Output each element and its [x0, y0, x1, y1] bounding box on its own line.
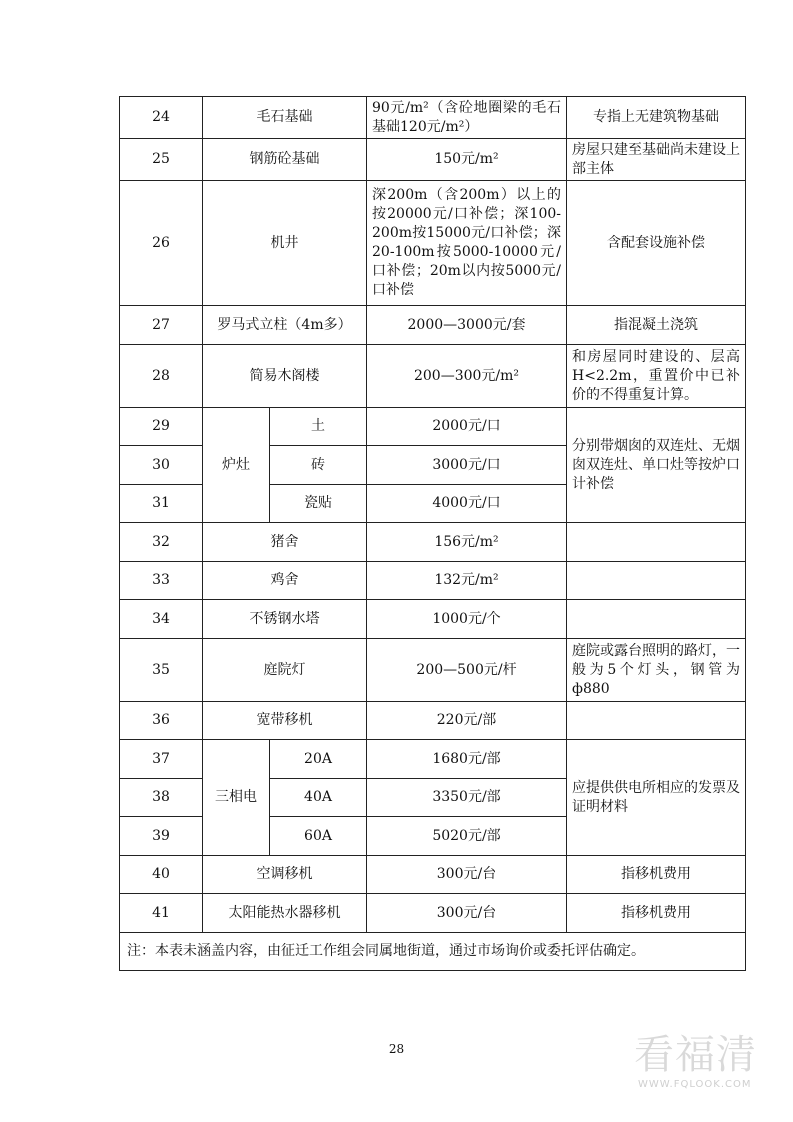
- item-note: 指移机费用: [567, 894, 746, 933]
- item-note: [567, 562, 746, 600]
- item-note: 含配套设施补偿: [567, 181, 746, 306]
- row-number: 33: [120, 562, 203, 600]
- table-row: [120, 181, 746, 306]
- table-row: [120, 345, 746, 408]
- table-row: [120, 740, 746, 779]
- row-number: 41: [120, 894, 203, 933]
- item-note: 指移机费用: [567, 856, 746, 894]
- item-note: 庭院或露台照明的路灯，一般为5个灯头，钢管为ф880: [567, 639, 746, 702]
- item-price: 3350元/部: [367, 779, 567, 817]
- row-number: 24: [120, 97, 203, 139]
- group-name: 三相电: [203, 740, 270, 856]
- item-price: 2000—3000元/套: [367, 306, 567, 345]
- row-number: 34: [120, 600, 203, 639]
- table-row: [120, 600, 746, 639]
- item-price: 深200m（含200m）以上的按20000元/口补偿；深100-200m按15000元/口补偿；深20-100m按5000-10000元/口补偿；20m以内按5000元/口补偿: [367, 181, 567, 306]
- table-row: [120, 523, 746, 562]
- item-name: 简易木阁楼: [203, 345, 367, 408]
- row-number: 29: [120, 408, 203, 446]
- item-price: 2000元/口: [367, 408, 567, 446]
- item-price: 90元/m²（含砼地圈梁的毛石基础120元/m²）: [367, 97, 567, 139]
- item-price: 300元/台: [367, 894, 567, 933]
- row-number: 27: [120, 306, 203, 345]
- table-row: [120, 562, 746, 600]
- item-price: 3000元/口: [367, 446, 567, 485]
- footnote-row: [120, 933, 746, 971]
- item-note: 指混凝土浇筑: [567, 306, 746, 345]
- watermark-url: WWW.FQLOOK.COM: [638, 1079, 752, 1090]
- row-number: 35: [120, 639, 203, 702]
- item-price: 200—500元/杆: [367, 639, 567, 702]
- row-number: 39: [120, 817, 203, 856]
- item-price: 1000元/个: [367, 600, 567, 639]
- row-number: 36: [120, 702, 203, 740]
- table-row: [120, 139, 746, 181]
- item-price: 300元/台: [367, 856, 567, 894]
- item-name: 空调移机: [203, 856, 367, 894]
- row-number: 38: [120, 779, 203, 817]
- footnote: 注：本表未涵盖内容，由征迁工作组会同属地街道，通过市场询价或委托评估确定。: [120, 933, 746, 971]
- item-name: 钢筋砼基础: [203, 139, 367, 181]
- row-number: 25: [120, 139, 203, 181]
- item-note: [567, 702, 746, 740]
- sub-item: 40A: [270, 779, 367, 817]
- table-row: [120, 702, 746, 740]
- item-name: 鸡舍: [203, 562, 367, 600]
- item-note: 应提供供电所相应的发票及证明材料: [567, 740, 746, 856]
- group-name: 炉灶: [203, 408, 270, 523]
- item-note: 和房屋同时建设的、层高H<2.2m，重置价中已补价的不得重复计算。: [567, 345, 746, 408]
- item-name: 毛石基础: [203, 97, 367, 139]
- table-row: [120, 639, 746, 702]
- sub-item: 砖: [270, 446, 367, 485]
- row-number: 30: [120, 446, 203, 485]
- item-price: 150元/m²: [367, 139, 567, 181]
- item-name: 罗马式立柱（4m多）: [203, 306, 367, 345]
- table-row: [120, 97, 746, 139]
- sub-item: 60A: [270, 817, 367, 856]
- table-row: [120, 856, 746, 894]
- item-price: 156元/m²: [367, 523, 567, 562]
- item-name: 机井: [203, 181, 367, 306]
- item-note: 专指上无建筑物基础: [567, 97, 746, 139]
- row-number: 31: [120, 485, 203, 523]
- item-price: 132元/m²: [367, 562, 567, 600]
- watermark: [634, 1033, 774, 1103]
- item-name: 宽带移机: [203, 702, 367, 740]
- item-name: 不锈钢水塔: [203, 600, 367, 639]
- item-note: 房屋只建至基础尚未建设上部主体: [567, 139, 746, 181]
- table-row: [120, 306, 746, 345]
- table-row: [120, 408, 746, 446]
- item-price: 1680元/部: [367, 740, 567, 779]
- table-row: [120, 894, 746, 933]
- row-number: 32: [120, 523, 203, 562]
- item-note: [567, 600, 746, 639]
- item-price: 4000元/口: [367, 485, 567, 523]
- item-note: 分别带烟囱的双连灶、无烟囱双连灶、单口灶等按炉口计补偿: [567, 408, 746, 523]
- item-price: 200—300元/m²: [367, 345, 567, 408]
- item-name: 猪舍: [203, 523, 367, 562]
- item-name: 庭院灯: [203, 639, 367, 702]
- item-name: 太阳能热水器移机: [203, 894, 367, 933]
- sub-item: 瓷贴: [270, 485, 367, 523]
- row-number: 40: [120, 856, 203, 894]
- row-number: 28: [120, 345, 203, 408]
- compensation-table: [119, 96, 746, 971]
- page-number: 28: [388, 1042, 405, 1056]
- sub-item: 20A: [270, 740, 367, 779]
- sub-item: 土: [270, 408, 367, 446]
- item-price: 220元/部: [367, 702, 567, 740]
- item-note: [567, 523, 746, 562]
- row-number: 26: [120, 181, 203, 306]
- watermark-logo-text: 看福清: [634, 1032, 757, 1078]
- row-number: 37: [120, 740, 203, 779]
- item-price: 5020元/部: [367, 817, 567, 856]
